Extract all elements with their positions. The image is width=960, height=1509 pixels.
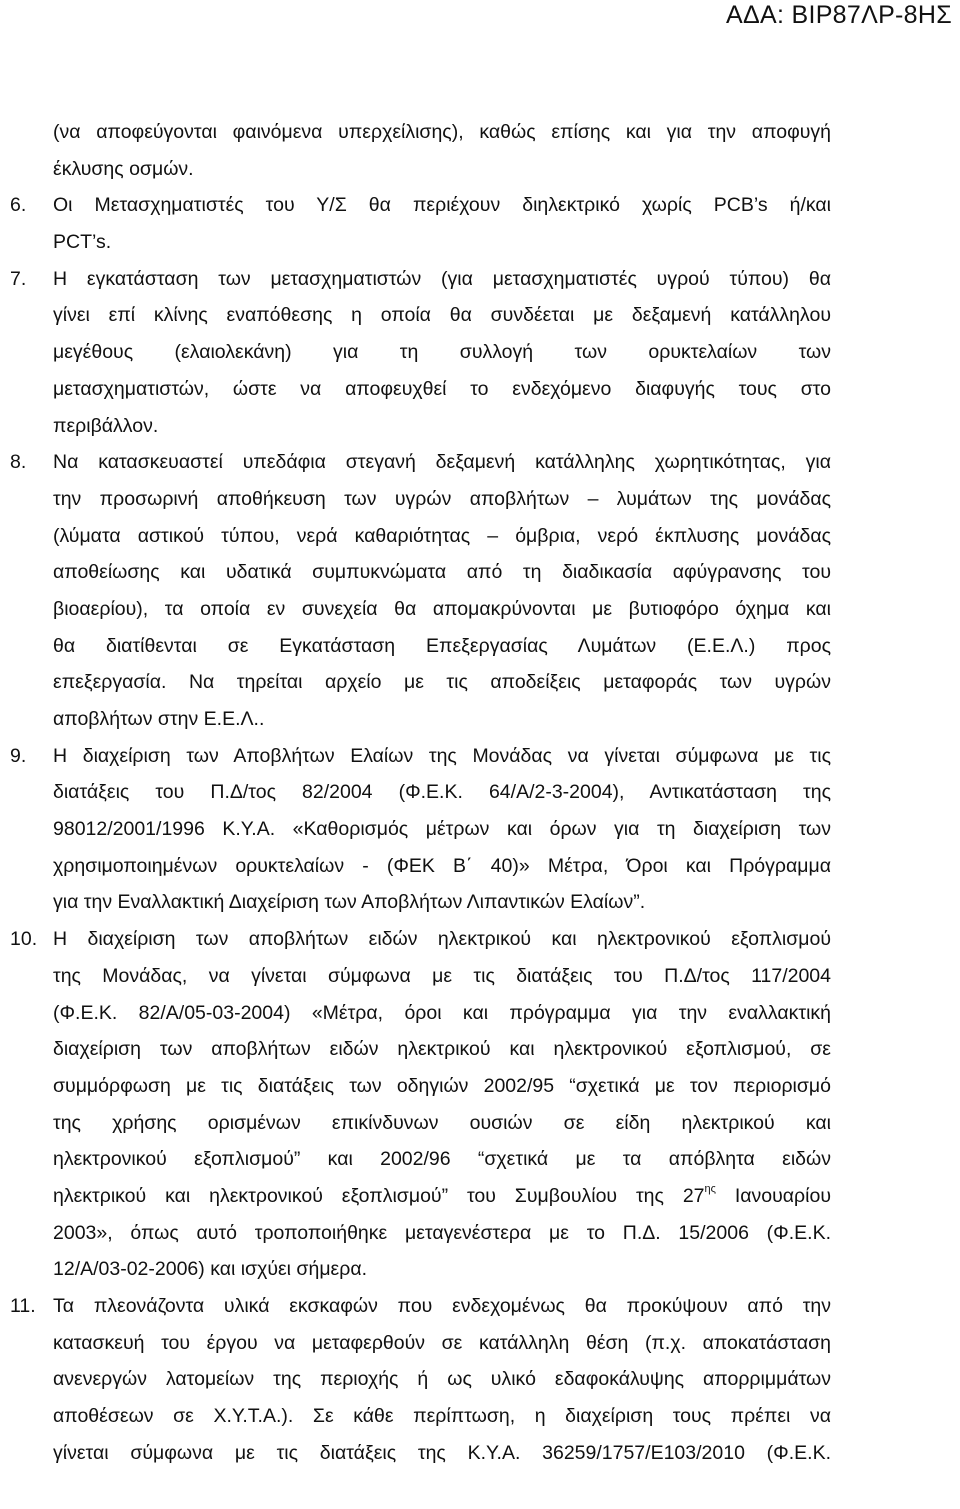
line-text: (να αποφεύγονται φαινόμενα υπερχείλισης), καθώς επίσης και για την αποφυγή <box>53 121 831 143</box>
text-line <box>0 261 960 298</box>
text-line <box>0 591 960 628</box>
line-text: διατάξεις του Π.Δ/τος 82/2004 (Φ.Ε.Κ. 64/Α/2-3-2004), Αντικατάσταση της <box>53 781 831 804</box>
line-text: επεξεργασία. Να τηρείται αρχείο με τις αποδείξεις μεταφοράς των υγρών <box>53 671 831 694</box>
line-text: χρησιμοποιημένων ορυκτελαίων - (ΦΕΚ Β΄ 40)» Μέτρα, Όροι και Πρόγραμμα <box>53 854 831 877</box>
line-text: κατασκευή του έργου να μεταφερθούν σε κατάλληλη θέση (π.χ. αποκατάσταση <box>53 1331 831 1354</box>
text-line <box>0 1435 960 1472</box>
text-line <box>0 884 960 921</box>
line-text: αποθείωσης και υδατικά συμπυκνώματα από τη διαδικασία αφύγρανσης του <box>53 561 831 584</box>
text-line <box>0 224 960 261</box>
text-line <box>0 1141 960 1178</box>
text-line <box>0 1105 960 1142</box>
text-line <box>0 738 960 775</box>
text-line <box>0 1215 960 1252</box>
list-item-number: 6. <box>10 194 27 217</box>
line-text-part: ηλεκτρικού και ηλεκτρονικού εξοπλισμού” του Συμβουλίου της 27 <box>53 1184 705 1207</box>
text-line <box>0 1325 960 1362</box>
text-line <box>0 811 960 848</box>
line-text-part: Ιανουαρίου <box>715 1184 831 1207</box>
text-line <box>0 371 960 408</box>
line-text: Η εγκατάσταση των μετασχηματιστών (για μετασχηματιστές υγρού τύπου) θα <box>53 267 831 290</box>
line-text: PCT’s. <box>53 231 112 254</box>
line-text: θα διατίθενται σε Εγκατάσταση Επεξεργασίας Λυμάτων (Ε.Ε.Λ.) προς <box>53 634 831 657</box>
text-line <box>0 628 960 665</box>
line-text: γίνει επί κλίνης εναπόθεσης η οποία θα συνδέεται με δεξαμενή κατάλληλου <box>53 304 831 327</box>
line-text: (Φ.Ε.Κ. 82/Α/05-03-2004) «Μέτρα, όροι και πρόγραμμα για την εναλλακτική <box>53 1001 831 1024</box>
line-text: Να κατασκευαστεί υπεδάφια στεγανή δεξαμενή κατάλληλης χωρητικότητας, για <box>53 451 831 474</box>
list-item-number: 10. <box>10 928 38 951</box>
line-text: Η διαχείριση των αποβλήτων ειδών ηλεκτρικού και ηλεκτρονικού εξοπλισμού <box>53 928 831 951</box>
text-line <box>0 554 960 591</box>
text-line <box>0 848 960 885</box>
line-text: μεγέθους (ελαιολεκάνη) για τη συλλογή των ορυκτελαίων των <box>53 341 831 364</box>
text-line <box>0 297 960 334</box>
list-item-number: 11. <box>10 1295 36 1317</box>
line-text: αποθέσεων σε Χ.Υ.Τ.Α.). Σε κάθε περίπτωση, η διαχείριση τους πρέπει να <box>53 1405 831 1428</box>
line-text: ηλεκτρονικού εξοπλισμού” και 2002/96 “σχετικά με τα απόβλητα ειδών <box>53 1148 831 1171</box>
text-line <box>0 995 960 1032</box>
ordinal-superscript: ης <box>704 1183 716 1196</box>
line-text: Η διαχείριση των Αποβλήτων Ελαίων της Μονάδας να γίνεται σύμφωνα με τις <box>53 744 831 767</box>
line-text: διαχείριση των αποβλήτων ειδών ηλεκτρικού και ηλεκτρονικού εξοπλισμού, σε <box>53 1038 831 1061</box>
line-text: περιβάλλον. <box>53 414 159 437</box>
line-text: 12/Α/03-02-2006) και ισχύει σήμερα. <box>53 1258 368 1281</box>
line-text: μετασχηματιστών, ώστε να αποφευχθεί το ενδεχόμενο διαφυγής τους στο <box>53 377 831 400</box>
text-line <box>0 774 960 811</box>
text-line <box>0 701 960 738</box>
document-ada-code: ΑΔΑ: ΒΙΡ87ΛΡ-8ΗΣ <box>726 1 952 29</box>
list-item-number: 7. <box>10 267 27 290</box>
line-text: αποβλήτων στην Ε.Ε.Λ.. <box>53 708 265 730</box>
line-text: ανενεργών λατομείων της περιοχής ή ως υλικό εδαφοκάλυψης απορριμμάτων <box>53 1368 831 1391</box>
list-item-number: 8. <box>10 451 27 474</box>
line-text: συμμόρφωση με τις διατάξεις των οδηγιών 2002/95 “σχετικά με τον περιορισμό <box>53 1074 831 1097</box>
line-text: Τα πλεονάζοντα υλικά εκσκαφών που ενδεχομένως θα προκύψουν από την <box>53 1295 831 1317</box>
line-text: βιοαερίου), τα οποία εν συνεχεία θα απομακρύνονται με βυτιοφόρο όχημα και <box>53 597 831 620</box>
text-line <box>0 1178 960 1215</box>
line-text: 98012/2001/1996 Κ.Υ.Α. «Καθορισμός μέτρων και όρων για τη διαχείριση των <box>53 818 831 841</box>
text-line <box>0 1031 960 1068</box>
document-body <box>0 114 960 1471</box>
line-text: 2003», όπως αυτό τροποποιήθηκε μεταγενέστερα με το Π.Δ. 15/2006 (Φ.Ε.Κ. <box>53 1221 831 1244</box>
text-line <box>0 114 960 151</box>
text-line <box>0 1361 960 1398</box>
text-line <box>0 664 960 701</box>
line-text: έκλυσης οσμών. <box>53 157 194 180</box>
line-text: την προσωρινή αποθήκευση των υγρών αποβλήτων – λυμάτων της μονάδας <box>53 487 831 510</box>
text-line <box>0 187 960 224</box>
text-line <box>0 334 960 371</box>
line-text: (λύματα αστικού τύπου, νερά καθαριότητας – όμβρια, νερό έκπλυσης μονάδας <box>53 524 831 547</box>
line-text <box>53 1178 831 1215</box>
list-item-number: 9. <box>10 744 27 767</box>
line-text: της Μονάδας, να γίνεται σύμφωνα με τις διατάξεις του Π.Δ/τος 117/2004 <box>53 964 831 987</box>
text-line <box>0 1398 960 1435</box>
line-text: για την Εναλλακτική Διαχείριση των Αποβλήτων Λιπαντικών Ελαίων”. <box>53 891 646 914</box>
text-line <box>0 1288 960 1325</box>
text-line <box>0 481 960 518</box>
text-line <box>0 408 960 445</box>
line-text: της χρήσης ορισμένων επικίνδυνων ουσιών σε είδη ηλεκτρικού και <box>53 1111 831 1134</box>
text-line <box>0 1251 960 1288</box>
line-text: γίνεται σύμφωνα με τις διατάξεις της Κ.Υ.Α. 36259/1757/Ε103/2010 (Φ.Ε.Κ. <box>53 1441 831 1464</box>
text-line <box>0 921 960 958</box>
line-text: Οι Μετασχηματιστές του Υ/Σ θα περιέχουν διηλεκτρικό χωρίς PCB’s ή/και <box>53 194 831 217</box>
text-line <box>0 958 960 995</box>
text-line <box>0 518 960 555</box>
text-line <box>0 444 960 481</box>
text-line <box>0 151 960 188</box>
text-line <box>0 1068 960 1105</box>
